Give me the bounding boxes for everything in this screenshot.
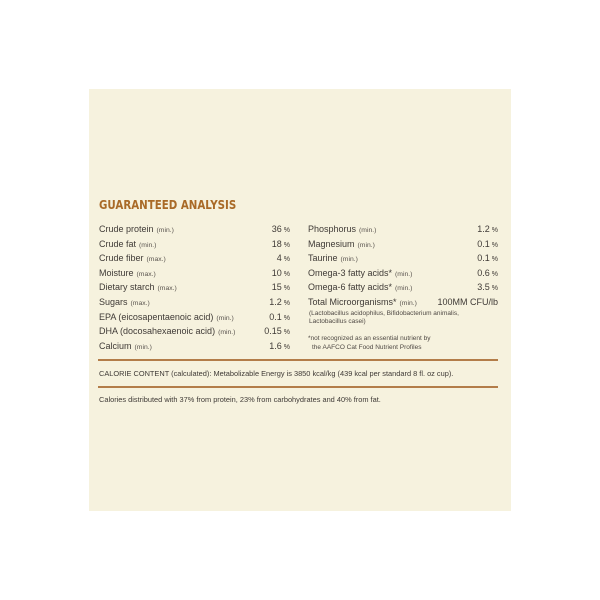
nutrient-row <box>99 222 290 237</box>
nutrient-row <box>308 280 498 295</box>
nutrient-name: Sugars <box>99 296 128 307</box>
divider-bottom <box>98 386 498 388</box>
nutrient-unit: % <box>283 343 290 351</box>
nutrient-qualifier: (min.) <box>139 241 157 249</box>
nutrient-row <box>99 237 290 252</box>
nutrient-row <box>308 237 498 252</box>
nutrient-row <box>308 251 498 266</box>
nutrient-qualifier: (min.) <box>395 285 413 293</box>
nutrient-amount: 1.2 <box>269 296 282 307</box>
nutrient-name: Omega-3 fatty acids* <box>308 267 393 278</box>
nutrient-unit: % <box>283 270 290 278</box>
nutrient-qualifier: (min.) <box>399 299 417 307</box>
nutrient-unit: % <box>283 299 290 307</box>
nutrient-value <box>269 339 290 356</box>
nutrient-amount: 36 <box>271 224 282 234</box>
nutrient-qualifier: (min.) <box>359 227 377 234</box>
nutrient-row <box>99 324 290 339</box>
nutrient-name: Calcium <box>99 340 132 351</box>
nutrient-name: Dietary starch <box>99 282 155 293</box>
nutrient-amount: 0.15 <box>264 326 282 337</box>
nutrient-row <box>308 295 498 310</box>
nutrient-unit: % <box>283 329 290 337</box>
nutrient-qualifier: (max.) <box>136 270 156 278</box>
nutrient-amount: 3.5 <box>477 282 490 293</box>
nutrient-row <box>99 339 290 354</box>
microorganism-species-note <box>309 310 498 327</box>
nutrient-name: EPA (eicosapentaenoic acid) <box>99 311 214 322</box>
calorie-distribution: Calories distributed with 37% from protein, 23% from carbohydrates and 40% from fat. <box>99 395 381 404</box>
nutrient-row <box>99 266 290 281</box>
nutrient-unit: % <box>283 314 290 322</box>
aafco-footnote <box>308 335 498 352</box>
nutrient-row <box>99 295 290 310</box>
nutrient-amount: 15 <box>271 282 282 293</box>
nutrient-name: Taurine <box>308 253 338 264</box>
nutrient-column-right <box>308 222 498 352</box>
nutrient-unit: % <box>283 256 290 264</box>
nutrient-name: Crude fat <box>99 238 137 249</box>
nutrient-amount: 10 <box>271 267 282 278</box>
nutrient-name: Crude protein <box>99 224 154 234</box>
nutrient-unit: % <box>283 241 290 249</box>
nutrient-amount: 4 <box>276 253 282 264</box>
nutrient-qualifier: (max.) <box>130 299 150 307</box>
nutrient-name: Moisture <box>99 267 134 278</box>
calorie-content: CALORIE CONTENT (calculated): Metabolizable Energy is 3850 kcal/kg (439 kcal per standard 8 fl. oz cup). <box>99 369 454 378</box>
nutrient-amount: 1.2 <box>477 224 490 234</box>
aafco-line-2: the AAFCO Cat Food Nutrient Profiles <box>312 343 422 351</box>
section-title: GUARANTEED ANALYSIS <box>99 197 237 212</box>
bacteria-line-1: (Lactobacillus acidophilus, Bifidobacterium animalis, <box>309 309 459 317</box>
nutrient-amount: 0.1 <box>269 311 282 322</box>
nutrient-value <box>437 295 498 310</box>
nutrient-unit: % <box>491 227 498 234</box>
nutrient-unit: % <box>491 270 498 278</box>
nutrient-unit: % <box>491 285 498 293</box>
bacteria-line-2: Lactobacillus casei) <box>309 317 366 325</box>
nutrient-amount: 100MM CFU/lb <box>437 296 498 307</box>
nutrient-qualifier: (max.) <box>146 256 166 264</box>
nutrient-column-left <box>99 222 290 353</box>
nutrient-qualifier: (max.) <box>157 285 177 293</box>
nutrient-amount: 0.1 <box>477 253 490 264</box>
nutrient-qualifier: (min.) <box>340 256 358 264</box>
nutrient-unit: % <box>491 241 498 249</box>
nutrient-amount: 1.6 <box>269 340 282 351</box>
nutrient-name: Omega-6 fatty acids* <box>308 282 393 293</box>
nutrient-qualifier: (min.) <box>156 227 174 234</box>
nutrient-unit: % <box>491 256 498 264</box>
nutrient-row <box>99 280 290 295</box>
nutrient-qualifier: (min.) <box>357 241 375 249</box>
nutrient-amount: 0.1 <box>477 238 490 249</box>
nutrient-name: Magnesium <box>308 238 355 249</box>
nutrient-qualifier: (min.) <box>218 329 236 337</box>
nutrient-qualifier: (min.) <box>134 343 152 351</box>
guaranteed-analysis-panel <box>89 89 511 511</box>
nutrient-amount: 18 <box>271 238 282 249</box>
nutrient-name: DHA (docosahexaenoic acid) <box>99 326 216 337</box>
nutrient-qualifier: (min.) <box>395 270 413 278</box>
nutrient-name: Phosphorus <box>308 224 357 234</box>
nutrient-row <box>99 251 290 266</box>
nutrient-unit: % <box>283 285 290 293</box>
nutrient-amount: 0.6 <box>477 267 490 278</box>
aafco-line-1: *not recognized as an essential nutrient by <box>308 335 431 343</box>
nutrient-qualifier: (min.) <box>216 314 234 322</box>
divider-top <box>98 359 498 361</box>
nutrient-name: Crude fiber <box>99 253 144 264</box>
nutrient-row <box>99 310 290 325</box>
nutrient-unit: % <box>283 227 290 234</box>
nutrient-row <box>308 266 498 281</box>
nutrient-row <box>308 222 498 237</box>
nutrient-name: Total Microorganisms* <box>308 296 397 307</box>
